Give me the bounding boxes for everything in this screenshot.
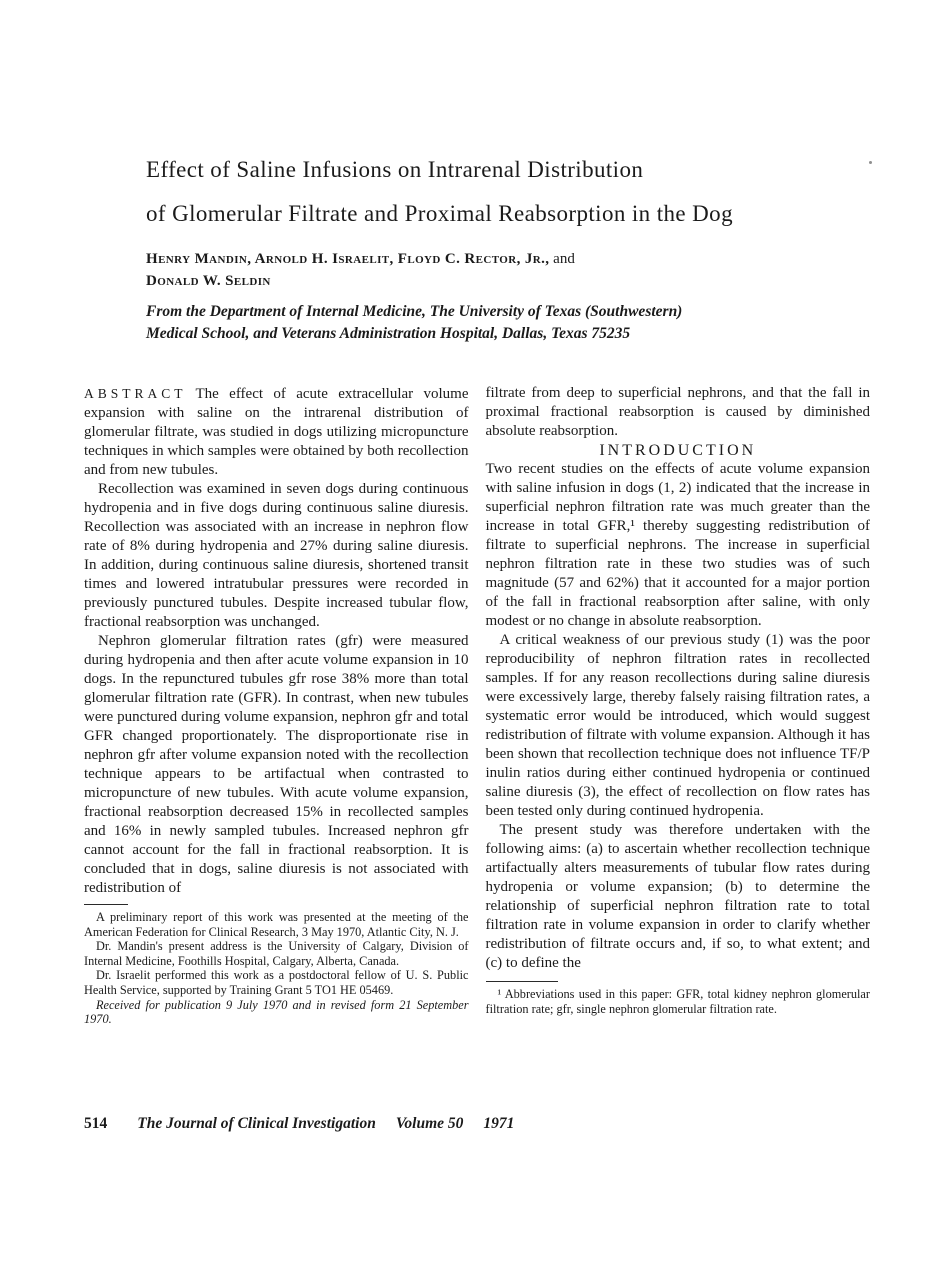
article-title-line2: of Glomerular Filtrate and Proximal Reabsorption in the Dog	[146, 201, 733, 226]
right-column	[486, 384, 871, 1027]
footnote-preliminary-report: A preliminary report of this work was presented at the meeting of the American Federation for Clinical Research, 3 May 1970, Atlantic City, N. J.	[84, 910, 469, 939]
affiliation-line1: From the Department of Internal Medicine, The University of Texas (Southwestern)	[146, 303, 683, 320]
author-name-seldin: Donald W. Seldin	[146, 273, 271, 289]
introduction-paragraph-2: A critical weakness of our previous study (1) was the poor reproducibility of nephron filtration rates in recollected samples. If for any reason recollections during saline diuresis were excessively large, thereby falsely raising filtration rates, a systematic error would be introduced, which would suggest redistribution of filtrate with volume expansion. Although it has been shown that recollection technique does not influence TF/P inulin ratios during either continued hydropenia or continued saline diuresis (3), the effect of recollection on flow rates has been tested only during continued hydropenia.	[485, 632, 870, 819]
footer-volume: Volume 50	[395, 1115, 464, 1132]
footnote-rule-left	[84, 904, 128, 905]
footer-year: 1971	[483, 1115, 515, 1132]
abstract-paragraph-1	[84, 384, 469, 480]
footnote-abbreviations: ¹ Abbreviations used in this paper: GFR, total kidney nephron glomerular filtration rate; gfr, single nephron glomerular filtration rate.	[485, 987, 870, 1016]
introduction-paragraph-3: The present study was therefore undertaken with the following aims: (a) to ascertain whether recollection technique artifactually alters measurements of tubular flow rates during hydropenia or volume expansion; (b) to determine the relationship of superficial nephron filtration rate to total filtration rate in volume expansion in order to clarify whether redistribution of filtrate occurs and, if so, to what extent; and (c) to define the	[485, 822, 870, 971]
article-title	[146, 148, 886, 236]
footer-journal-title: The Journal of Clinical Investigation	[137, 1115, 376, 1132]
footer-page-number: 514	[84, 1115, 108, 1132]
author-line-1	[146, 248, 786, 270]
author-line-2	[146, 270, 786, 292]
author-connector: and	[553, 251, 575, 267]
section-heading-introduction: INTRODUCTION	[599, 442, 757, 459]
abstract-label: ABSTRACT	[84, 386, 187, 401]
article-title-line1: Effect of Saline Infusions on Intrarenal Distribution	[146, 157, 644, 182]
footnote-rule-right	[486, 981, 558, 982]
body-columns	[84, 384, 870, 1027]
author-names: Henry Mandin, Arnold H. Israelit, Floyd C. Rector, Jr.,	[146, 251, 550, 267]
abstract-paragraph-2: Recollection was examined in seven dogs during continuous hydropenia and in five dogs during continuous saline diuresis. Recollection was associated with an increase in nephron flow rate of 8% during hydropenia and 27% during saline diuresis. In addition, during continuous saline diuresis, shortened transit times and lowered intratubular pressures were recorded in previously punctured tubules. Despite increased tubular flow, fractional reabsorption was unchanged.	[84, 481, 469, 630]
abstract-paragraph-3-continuation: filtrate from deep to superficial nephrons, and that the fall in proximal fractional reabsorption is caused by diminished absolute reabsorption.	[485, 385, 870, 439]
author-list	[146, 248, 786, 292]
introduction-paragraph-1: Two recent studies on the effects of acute volume expansion with saline infusion in dogs (1, 2) indicated that the increase in superficial nephron filtration rate was much greater than the increase in total GFR,¹ thereby suggesting redistribution of filtrate to superficial nephrons. The increase in superficial nephron filtration rate in these two studies was of such magnitude (57 and 62%) that it accounted for a major portion of the fall in fractional reabsorption after saline, with only modest or no change in absolute reabsorption.	[485, 461, 870, 629]
footnote-mandin-address: Dr. Mandin's present address is the University of Calgary, Division of Internal Medicine, Foothills Hospital, Calgary, Alberta, Canada.	[84, 939, 469, 968]
left-column	[84, 384, 469, 1027]
abstract-paragraph-3: Nephron glomerular filtration rates (gfr) were measured during hydropenia and then after acute volume expansion in 10 dogs. In the repunctured tubules gfr rose 38% more than total glomerular filtration rate (GFR). In contrast, when new tubules were punctured during volume expansion, nephron gfr and total GFR changed proportionately. The disproportionate rise in nephron gfr after volume expansion noted with the recollection technique appears to be artifactual when contrasted to micropuncture of new tubules. With acute volume expansion, fractional reabsorption decreased 15% in recollected samples and 16% in newly sampled tubules. Increased nephron gfr cannot account for the fall in fractional reabsorption. It is concluded that in dogs, saline diuresis is not associated with redistribution of	[84, 633, 469, 896]
affiliation-line2: Medical School, and Veterans Administration Hospital, Dallas, Texas 75235	[146, 325, 631, 342]
page-footer	[84, 1115, 514, 1133]
affiliation	[146, 301, 826, 345]
abstract-paragraph-1-text: The effect of acute extracellular volume expansion with saline on the intrarenal distribution of glomerular filtrate, was studied in dogs utilizing micropuncture techniques in which samples were obtained by both recollection and from new tubules.	[84, 386, 469, 478]
scan-speck	[869, 161, 872, 164]
footnote-received-date: Received for publication 9 July 1970 and in revised form 21 September 1970.	[84, 997, 469, 1027]
footnote-israelit-grant: Dr. Israelit performed this work as a postdoctoral fellow of U. S. Public Health Service, supported by Training Grant 5 TO1 HE 05469.	[84, 968, 469, 997]
